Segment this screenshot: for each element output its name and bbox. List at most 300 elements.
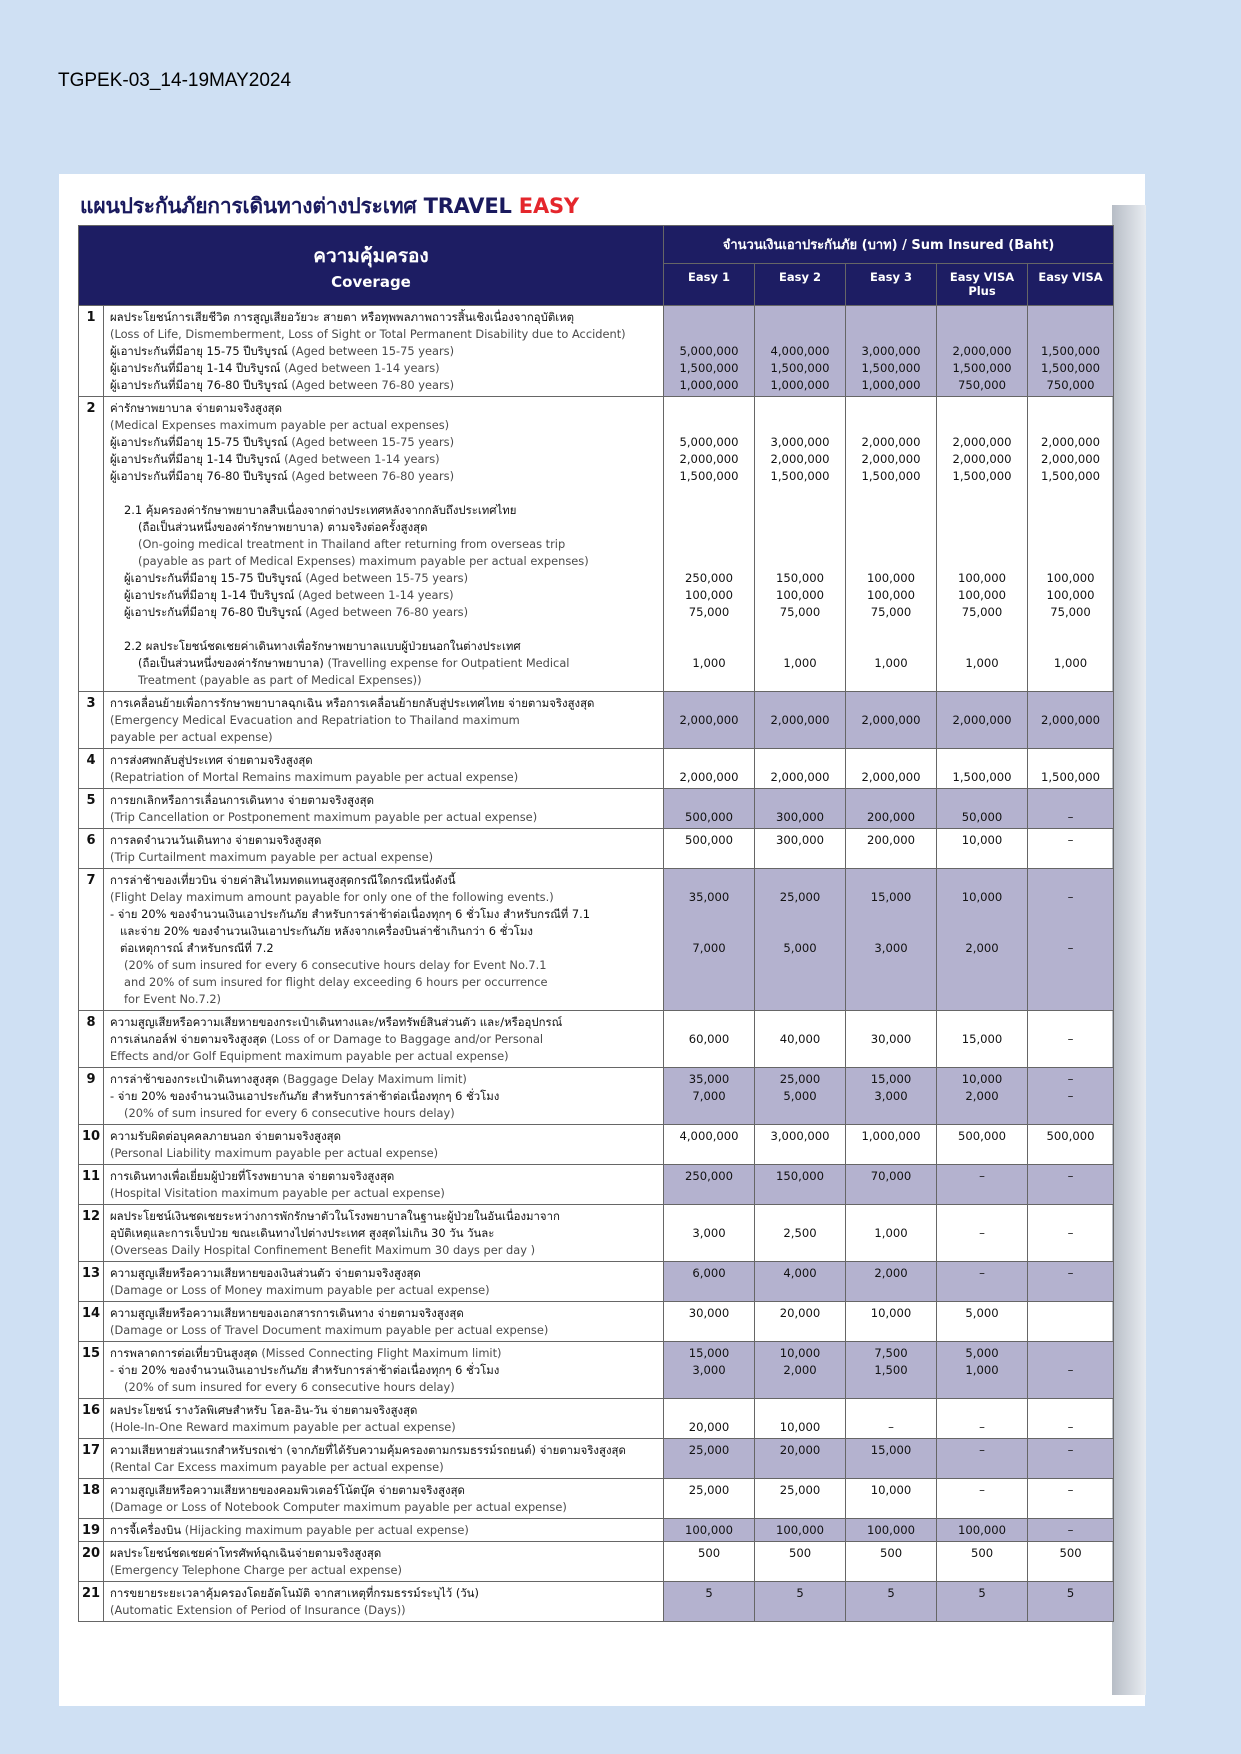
sum-insured-value [846,1048,936,1065]
sum-insured-value [755,1379,845,1396]
sum-insured-value [755,872,845,889]
sum-insured-value [846,729,936,746]
coverage-number: 8 [79,1011,104,1068]
sum-insured-value [755,400,845,417]
sum-insured-value [664,400,754,417]
description-line [110,957,659,974]
sum-insured-value [664,1402,754,1419]
description-thai: การลดจำนวนวันเดินทาง จ่ายตามจริงสูงสุด [110,833,322,847]
sum-insured-value: 300,000 [776,810,824,824]
description-english: (Emergency Telephone Charge per actual expense) [110,1563,402,1577]
coverage-number: 11 [79,1165,104,1205]
value-cell-easy-3 [846,869,937,1011]
sum-insured-value: 500,000 [1046,1129,1095,1143]
description-thai: การเคลื่อนย้ายเพื่อการรักษาพยาบาลฉุกเฉิน หรือการเคลื่อนย้ายกลับสู่ประเทศไทย จ่ายตามจริงสูงสุด [110,696,595,710]
sum-insured-value: 5 [887,1586,895,1600]
value-cell-easy-1 [664,1125,755,1165]
coverage-row [79,829,1114,869]
sum-insured-value [937,1402,1027,1419]
value-cell-easy-2 [755,1582,846,1622]
sum-insured-value [1028,1602,1113,1619]
sum-insured-value: 5,000 [965,1306,999,1320]
sum-insured-value [755,638,845,655]
sum-insured-value: 500 [697,1546,721,1560]
description-line [110,712,659,729]
coverage-number: 16 [79,1399,104,1439]
value-cell-easy-visa [1028,1068,1114,1125]
description-line [110,974,659,991]
value-cell-easy-visa-plus [937,829,1028,869]
coverage-row [79,1125,1114,1165]
description-english: (20% of sum insured for every 6 consecutive hours delay) [124,1106,455,1120]
sum-insured-value: – [1067,1089,1074,1103]
coverage-number: 9 [79,1068,104,1125]
value-cell-easy-1 [664,1542,755,1582]
sum-insured-value [755,1145,845,1162]
description-thai: ความสูญเสียหรือความเสียหายของเงินส่วนตัว จ่ายตามจริงสูงสุด [110,1266,421,1280]
description-thai: ผู้เอาประกันที่มีอายุ 76-80 ปีบริบูรณ์ [110,469,288,483]
description-line [110,872,659,889]
sum-insured-value: 4,000,000 [770,344,830,358]
description-line [110,991,659,1008]
sum-insured-value [1028,1282,1113,1299]
sum-insured-value [937,326,1027,343]
sum-insured-value: 500 [879,1546,903,1560]
coverage-row [79,1302,1114,1342]
sum-insured-value [1028,991,1113,1008]
sum-insured-value [1028,974,1113,991]
description-english: (Aged between 76-80 years) [291,378,455,392]
sheet-shadow [1112,205,1146,1695]
coverage-description [104,1302,664,1342]
sum-insured-value [937,1145,1027,1162]
value-cell-easy-visa-plus [937,1519,1028,1542]
sum-insured-value [1028,1048,1113,1065]
sum-insured-value [937,309,1027,326]
sum-insured-value [1028,957,1113,974]
sum-insured-value [664,991,754,1008]
sum-insured-value: – [979,1169,985,1183]
sum-insured-value [1028,792,1113,809]
sum-insured-value [1028,519,1113,536]
description-english: (Travelling expense for Outpatient Medical [327,656,570,670]
sum-insured-value: 150,000 [776,1169,824,1183]
sum-insured-value: 1,500,000 [952,469,1012,483]
coverage-row [79,1399,1114,1439]
value-cell-easy-1 [664,789,755,829]
value-cell-easy-1 [664,1519,755,1542]
sum-insured-value: 4,000 [783,1266,817,1280]
description-english: (Rental Car Excess maximum payable per actual expense) [110,1460,444,1474]
sum-insured-value [846,536,936,553]
value-cell-easy-2 [755,1302,846,1342]
sum-insured-value [664,519,754,536]
sum-insured-value: 1,000 [874,1226,908,1240]
description-line [110,1602,659,1619]
sum-insured-value: 3,000 [874,941,908,955]
sum-insured-value: 75,000 [779,605,821,619]
value-cell-easy-3 [846,1342,937,1399]
description-thai: ความเสียหายส่วนแรกสำหรับรถเช่า (จากภัยที่ได้รับความคุ้มครองตามกรมธรรม์รถยนต์) จ่ายตามจริงสูงสุด [110,1443,626,1457]
description-english: (Emergency Medical Evacuation and Repatriation to Thailand maximum [110,713,520,727]
description-line [110,1419,659,1436]
sum-insured-value [1028,1305,1113,1322]
sum-insured-value: 100,000 [867,1523,915,1537]
sum-insured-value: 100,000 [685,1523,733,1537]
value-cell-easy-1 [664,1205,755,1262]
value-cell-easy-1 [664,1342,755,1399]
description-english: (Hijacking maximum payable per actual expense) [184,1523,469,1537]
sum-insured-value [664,536,754,553]
coverage-description [104,749,664,789]
sum-insured-value [664,1282,754,1299]
sum-insured-value: – [1067,1420,1074,1434]
coverage-header-english: Coverage [331,272,411,291]
description-line [110,1105,659,1122]
description-thai: อุบัติเหตุและการเจ็บป่วย ขณะเดินทางไปต่างประเทศ สูงสุดไม่เกิน 30 วัน วันละ [110,1226,495,1240]
description-english: (Damage or Loss of Travel Document maximum payable per actual expense) [110,1323,549,1337]
sum-insured-value [846,752,936,769]
description-english: (Damage or Loss of Notebook Computer maximum payable per actual expense) [110,1500,567,1514]
coverage-row [79,1068,1114,1125]
value-cell-easy-3 [846,1262,937,1302]
sum-insured-value: 250,000 [685,571,733,585]
sum-insured-value [664,638,754,655]
sum-insured-value: 3,000 [692,1363,726,1377]
sum-insured-value [937,400,1027,417]
sum-insured-value: 250,000 [685,1169,733,1183]
sum-insured-value [664,326,754,343]
sum-insured-value [846,1562,936,1579]
sum-insured-value [1028,906,1113,923]
value-cell-easy-2 [755,1262,846,1302]
sum-insured-value: 25,000 [779,1072,821,1086]
coverage-number: 5 [79,789,104,829]
description-line [110,1265,659,1282]
sum-insured-value [1028,849,1113,866]
sum-insured-value [755,1105,845,1122]
description-english: (Hole-In-One Reward maximum payable per actual expense) [110,1420,456,1434]
sum-insured-value: 2,000,000 [952,452,1012,466]
sum-insured-value: 1,500,000 [1041,469,1101,483]
description-english: (On-going medical treatment in Thailand after returning from overseas trip [138,537,566,551]
description-thai: ผลประโยชน์การเสียชีวิต การสูญเสียอวัยวะ สายตา หรือทุพพลภาพถาวรสิ้นเชิงเนื่องจากอุบัติเหตุ [110,310,575,324]
sum-insured-value: 500,000 [685,810,733,824]
sum-insured-value: 10,000 [870,1306,912,1320]
sum-insured-value [755,1282,845,1299]
sum-insured-value [664,417,754,434]
description-line [110,468,659,485]
sum-insured-value: 1,500 [874,1363,908,1377]
value-cell-easy-2 [755,1439,846,1479]
description-thai: ผู้เอาประกันที่มีอายุ 15-75 ปีบริบูรณ์ [110,344,288,358]
description-line [110,1362,659,1379]
value-cell-easy-1 [664,1302,755,1342]
sum-insured-value [937,695,1027,712]
sum-insured-value: 2,000,000 [861,435,921,449]
sum-insured-value: 25,000 [688,1443,730,1457]
coverage-row [79,789,1114,829]
sum-insured-value [937,1562,1027,1579]
description-english: Treatment (payable as part of Medical Expenses)) [138,673,422,687]
sum-insured-value: – [979,1483,985,1497]
description-line [110,1562,659,1579]
description-line [110,809,659,826]
sum-insured-value [1028,729,1113,746]
sum-insured-value [1028,672,1113,689]
sum-insured-value [846,1402,936,1419]
sum-insured-value [664,1185,754,1202]
sum-insured-value [846,309,936,326]
sum-insured-value: 1,500,000 [952,361,1012,375]
value-cell-easy-visa [1028,1125,1114,1165]
value-cell-easy-1 [664,869,755,1011]
sum-insured-value: 10,000 [961,890,1003,904]
value-cell-easy-2 [755,869,846,1011]
description-thai: ผู้เอาประกันที่มีอายุ 1-14 ปีบริบูรณ์ [124,588,295,602]
sum-insured-value [755,536,845,553]
value-cell-easy-visa [1028,1439,1114,1479]
value-cell-easy-visa-plus [937,1439,1028,1479]
sum-insured-value: – [1067,1226,1074,1240]
sum-insured-value [1028,1185,1113,1202]
sum-insured-value: 60,000 [688,1032,730,1046]
value-cell-easy-visa-plus [937,1125,1028,1165]
sum-insured-value [755,729,845,746]
coverage-description [104,1165,664,1205]
value-cell-easy-1 [664,1011,755,1068]
coverage-description [104,1439,664,1479]
sum-insured-value [664,553,754,570]
sum-insured-value: 300,000 [776,833,824,847]
plan-header-easy-1: Easy 1 [664,264,755,306]
description-line [110,940,659,957]
sum-insured-value: – [1067,1523,1074,1537]
sum-insured-value [937,1499,1027,1516]
sum-insured-value [755,1242,845,1259]
sum-insured-value [937,872,1027,889]
coverage-description [104,397,664,692]
sum-insured-value: 100,000 [1046,571,1095,585]
value-cell-easy-visa-plus [937,1582,1028,1622]
value-cell-easy-1 [664,692,755,749]
coverage-number: 12 [79,1205,104,1262]
sum-insured-value [664,672,754,689]
plan-header-easy-visa: Easy VISA [1028,264,1114,306]
sum-insured-value [1028,872,1113,889]
sum-insured-value [937,553,1027,570]
sum-insured-value: – [1067,1032,1074,1046]
sum-insured-value: 200,000 [867,810,915,824]
sum-insured-value: 30,000 [870,1032,912,1046]
sum-insured-value [1028,1208,1113,1225]
value-cell-easy-3 [846,1542,937,1582]
sum-insured-value: 500,000 [685,833,733,847]
sum-insured-value [755,519,845,536]
coverage-number: 1 [79,306,104,397]
sum-insured-value [1028,417,1113,434]
sum-insured-value [1028,1562,1113,1579]
description-thai: การเดินทางเพื่อเยี่ยมผู้ป่วยที่โรงพยาบาล จ่ายตามจริงสูงสุด [110,1169,395,1183]
sum-insured-value [1028,1345,1113,1362]
description-line [110,519,659,536]
sum-insured-value: – [1067,941,1074,955]
coverage-description [104,1582,664,1622]
value-cell-easy-3 [846,1519,937,1542]
sum-insured-value: 2,000,000 [952,713,1012,727]
sum-insured-value [755,1459,845,1476]
sum-insured-value [937,923,1027,940]
sum-insured-value: 3,000,000 [861,344,921,358]
sum-insured-value: 15,000 [870,1072,912,1086]
description-thai: การยกเลิกหรือการเลื่อนการเดินทาง จ่ายตามจริงสูงสุด [110,793,374,807]
sum-insured-value [846,621,936,638]
value-cell-easy-visa [1028,1479,1114,1519]
sum-insured-value [755,553,845,570]
sum-insured-value [937,536,1027,553]
sum-insured-value: 100,000 [867,588,915,602]
sum-insured-value [937,1185,1027,1202]
sum-insured-value [1028,1105,1113,1122]
description-line [110,1482,659,1499]
sum-insured-value: – [979,1266,985,1280]
coverage-number: 17 [79,1439,104,1479]
sum-insured-value [846,991,936,1008]
sum-insured-value: 2,000,000 [861,452,921,466]
sum-insured-value [664,1145,754,1162]
coverage-row [79,1165,1114,1205]
sum-insured-value [664,1602,754,1619]
sum-insured-value: 1,500,000 [952,770,1012,784]
value-cell-easy-2 [755,306,846,397]
plan-title [80,190,579,223]
description-line [110,792,659,809]
sum-insured-value: 30,000 [688,1306,730,1320]
sum-insured-value: 1,500,000 [1041,361,1101,375]
description-english: (Hospital Visitation maximum payable per actual expense) [110,1186,445,1200]
coverage-row [79,1582,1114,1622]
description-english: (Aged between 15-75 years) [291,435,455,449]
value-cell-easy-2 [755,1068,846,1125]
sum-insured-value [664,1322,754,1339]
coverage-number: 14 [79,1302,104,1342]
coverage-description [104,1542,664,1582]
description-line [110,906,659,923]
sum-insured-value [937,991,1027,1008]
sum-insured-value: 3,000,000 [770,435,830,449]
sum-insured-value [664,1208,754,1225]
description-thai: (ถือเป็นส่วนหนึ่งของค่ารักษาพยาบาล) [138,656,324,670]
description-english: (Aged between 15-75 years) [291,344,455,358]
sum-insured-value [846,1499,936,1516]
value-cell-easy-1 [664,1439,755,1479]
value-cell-easy-2 [755,789,846,829]
value-cell-easy-visa-plus [937,1399,1028,1439]
sum-insured-value [664,621,754,638]
description-line [110,1442,659,1459]
sum-insured-value: – [1067,1363,1074,1377]
sum-insured-value [846,519,936,536]
value-cell-easy-1 [664,1262,755,1302]
description-english: (Repatriation of Mortal Remains maximum payable per actual expense) [110,770,519,784]
sum-insured-value [1028,553,1113,570]
value-cell-easy-2 [755,1519,846,1542]
description-thai: ความสูญเสียหรือความเสียหายของเอกสารการเดินทาง จ่ายตามจริงสูงสุด [110,1306,464,1320]
sum-insured-value [755,1014,845,1031]
coverage-number: 20 [79,1542,104,1582]
description-thai: ผลประโยชน์ชดเชยค่าโทรศัพท์ฉุกเฉินจ่ายตามจริงสูงสุด [110,1546,382,1560]
value-cell-easy-1 [664,1165,755,1205]
value-cell-easy-2 [755,1342,846,1399]
description-line [110,1031,659,1048]
sum-insured-value [755,502,845,519]
sum-insured-value: 1,000 [965,656,999,670]
sum-insured-value: 2,000 [874,1266,908,1280]
value-cell-easy-1 [664,306,755,397]
sum-insured-value [846,400,936,417]
sum-insured-value: 500,000 [958,1129,1006,1143]
sum-insured-value: 2,000,000 [861,770,921,784]
coverage-header [79,226,664,306]
description-line [110,923,659,940]
sum-insured-value [937,417,1027,434]
plan-header-easy-3: Easy 3 [846,264,937,306]
sum-insured-value [664,1014,754,1031]
coverage-row [79,692,1114,749]
sum-insured-value [1028,1499,1113,1516]
coverage-table [78,225,1114,1622]
sum-insured-value [755,752,845,769]
description-line [110,360,659,377]
sum-insured-value: 1,500,000 [1041,770,1101,784]
sum-insured-value [1028,1242,1113,1259]
value-cell-easy-visa-plus [937,306,1028,397]
sum-insured-value: 75,000 [688,605,730,619]
sum-insured-value [1028,1322,1113,1339]
sum-insured-value: 2,000 [965,1089,999,1103]
sum-insured-value [664,1459,754,1476]
description-english: (Damage or Loss of Money maximum payable per actual expense) [110,1283,490,1297]
description-line [110,1071,659,1088]
description-thai: ผู้เอาประกันที่มีอายุ 76-80 ปีบริบูรณ์ [124,605,302,619]
sum-insured-value: 1,500,000 [861,469,921,483]
sum-insured-value [846,638,936,655]
description-thai: 2.1 คุ้มครองค่ารักษาพยาบาลสืบเนื่องจากต่างประเทศหลังจากกลับถึงประเทศไทย [124,503,517,517]
description-line [110,1459,659,1476]
sum-insured-value [1028,485,1113,502]
sum-insured-value [755,1499,845,1516]
description-thai: ผลประโยชน์เงินชดเชยระหว่างการพักรักษาตัวในโรงพยาบาลในฐานะผู้ป่วยในอันเนื่องมาจาก [110,1209,560,1223]
value-cell-easy-3 [846,749,937,789]
sum-insured-value: 2,000,000 [1041,713,1101,727]
sum-insured-value: – [1067,1169,1074,1183]
sum-insured-value [846,906,936,923]
sum-insured-value: 1,000,000 [861,1129,921,1143]
description-english: (Trip Cancellation or Postponement maximum payable per actual expense) [110,810,538,824]
sum-insured-value [846,502,936,519]
description-line [110,1585,659,1602]
description-line [110,1305,659,1322]
description-english: (Missed Connecting Flight Maximum limit) [261,1346,502,1360]
sum-insured-value: 10,000 [779,1346,821,1360]
sum-insured-value [937,1048,1027,1065]
sum-insured-value: – [979,1226,985,1240]
sum-insured-value [937,502,1027,519]
description-line [110,1128,659,1145]
sum-insured-value [846,417,936,434]
description-line [110,604,659,621]
sum-insured-value [755,1185,845,1202]
